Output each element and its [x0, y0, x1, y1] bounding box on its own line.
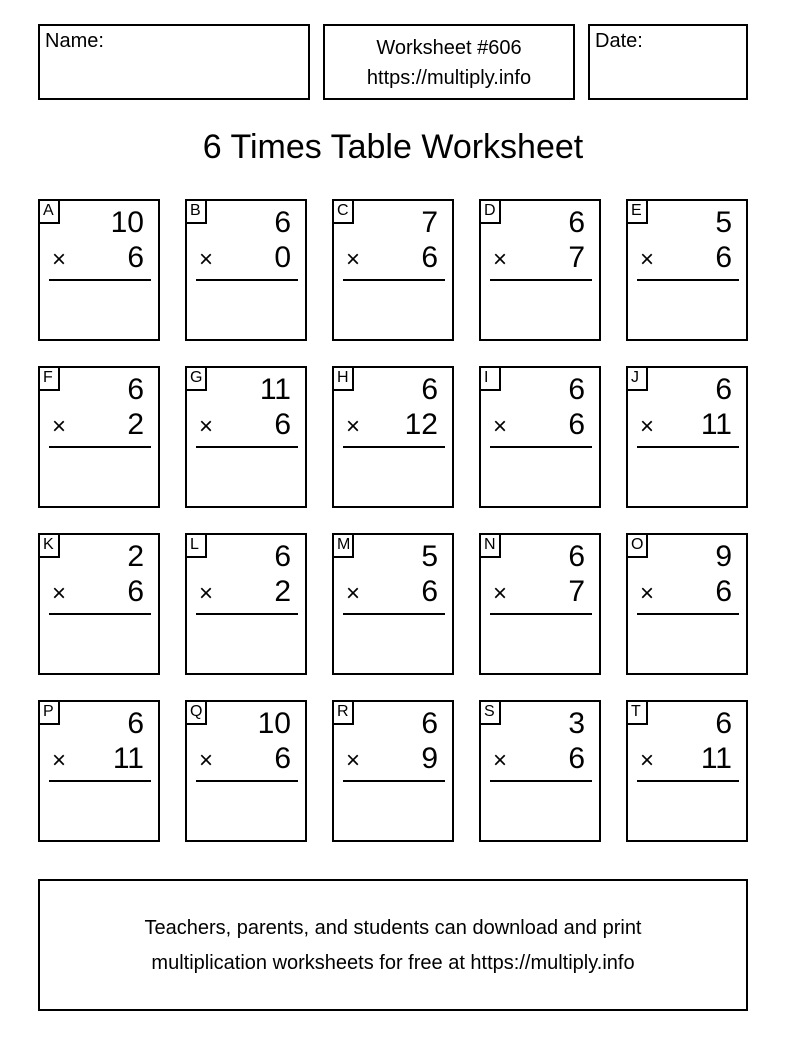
- times-sign: ×: [640, 246, 655, 273]
- answer-line: [49, 446, 151, 448]
- date-label: Date:: [595, 30, 643, 52]
- multiplicand: 3: [568, 707, 585, 740]
- problem-letter: P: [40, 702, 60, 725]
- times-sign: ×: [493, 580, 508, 607]
- answer-line: [196, 279, 298, 281]
- worksheet-url[interactable]: https://multiply.info: [366, 67, 532, 89]
- problem-letter: O: [628, 535, 648, 558]
- problem-letter: C: [334, 201, 354, 224]
- problem-card[interactable]: [332, 366, 454, 508]
- multiplier: 11: [700, 408, 732, 441]
- name-field-box[interactable]: [38, 24, 310, 100]
- multiplicand: 6: [127, 707, 144, 740]
- problem-letter: L: [187, 535, 207, 558]
- multiplicand: 6: [568, 373, 585, 406]
- multiplicand: 9: [715, 540, 732, 573]
- multiplicand: 6: [715, 707, 732, 740]
- footer-text-line-2: multiplication worksheets for free at https://multiply.info: [151, 952, 635, 974]
- times-sign: ×: [199, 246, 214, 273]
- problem-card[interactable]: [626, 533, 748, 675]
- problem-letter: B: [187, 201, 207, 224]
- times-sign: ×: [199, 413, 214, 440]
- problem-letter: S: [481, 702, 501, 725]
- multiplicand: 6: [127, 373, 144, 406]
- answer-line: [343, 613, 445, 615]
- multiplier: 7: [568, 575, 585, 608]
- multiplicand: 6: [421, 707, 438, 740]
- problem-card[interactable]: [626, 366, 748, 508]
- times-sign: ×: [493, 246, 508, 273]
- multiplicand: 6: [274, 540, 291, 573]
- name-label: Name:: [45, 30, 104, 52]
- times-sign: ×: [52, 747, 67, 774]
- answer-line: [343, 780, 445, 782]
- problem-card[interactable]: [185, 199, 307, 341]
- problem-letter: D: [481, 201, 501, 224]
- multiplier: 6: [127, 575, 144, 608]
- worksheet-info-box: [323, 24, 575, 100]
- multiplicand: 6: [715, 373, 732, 406]
- multiplier: 0: [274, 241, 291, 274]
- problem-letter: F: [40, 368, 60, 391]
- problem-card[interactable]: [38, 366, 160, 508]
- answer-line: [49, 780, 151, 782]
- answer-line: [637, 279, 739, 281]
- problem-card[interactable]: [332, 700, 454, 842]
- times-sign: ×: [346, 747, 361, 774]
- answer-line: [343, 446, 445, 448]
- problem-card[interactable]: [479, 199, 601, 341]
- problem-letter: J: [628, 368, 648, 391]
- multiplier: 6: [715, 575, 732, 608]
- date-field-box[interactable]: [588, 24, 748, 100]
- multiplicand: 11: [259, 373, 291, 406]
- answer-line: [637, 613, 739, 615]
- answer-line: [490, 446, 592, 448]
- problem-card[interactable]: [332, 533, 454, 675]
- multiplier: 6: [421, 575, 438, 608]
- times-sign: ×: [52, 246, 67, 273]
- times-sign: ×: [346, 246, 361, 273]
- multiplier: 6: [421, 241, 438, 274]
- multiplicand: 10: [257, 707, 291, 740]
- answer-line: [637, 446, 739, 448]
- times-sign: ×: [493, 747, 508, 774]
- answer-line: [490, 279, 592, 281]
- multiplicand: 10: [110, 206, 144, 239]
- multiplicand: 2: [127, 540, 144, 573]
- times-sign: ×: [199, 580, 214, 607]
- problem-card[interactable]: [626, 199, 748, 341]
- problem-card[interactable]: [332, 199, 454, 341]
- times-sign: ×: [640, 413, 655, 440]
- answer-line: [196, 446, 298, 448]
- multiplier: 6: [127, 241, 144, 274]
- times-sign: ×: [52, 413, 67, 440]
- multiplier: 6: [715, 241, 732, 274]
- multiplier: 11: [700, 742, 732, 775]
- multiplier: 6: [568, 408, 585, 441]
- times-sign: ×: [640, 580, 655, 607]
- times-sign: ×: [199, 747, 214, 774]
- problem-letter: R: [334, 702, 354, 725]
- answer-line: [343, 279, 445, 281]
- problem-card[interactable]: [38, 533, 160, 675]
- problem-letter: A: [40, 201, 60, 224]
- footer-text-line-1: Teachers, parents, and students can download and print: [144, 917, 642, 939]
- problem-card[interactable]: [185, 366, 307, 508]
- multiplier: 12: [404, 408, 438, 441]
- multiplier: 6: [274, 408, 291, 441]
- multiplicand: 7: [421, 206, 438, 239]
- problem-letter: M: [334, 535, 354, 558]
- multiplier: 2: [274, 575, 291, 608]
- multiplier: 2: [127, 408, 144, 441]
- problem-letter: G: [187, 368, 207, 391]
- problem-letter: I: [481, 368, 501, 391]
- problem-card[interactable]: [38, 199, 160, 341]
- multiplier: 6: [274, 742, 291, 775]
- problem-letter: T: [628, 702, 648, 725]
- times-sign: ×: [346, 580, 361, 607]
- problem-card[interactable]: [38, 700, 160, 842]
- problem-letter: Q: [187, 702, 207, 725]
- answer-line: [637, 780, 739, 782]
- answer-line: [490, 613, 592, 615]
- answer-line: [49, 279, 151, 281]
- answer-line: [490, 780, 592, 782]
- answer-line: [196, 613, 298, 615]
- problem-card[interactable]: [479, 700, 601, 842]
- answer-line: [196, 780, 298, 782]
- problem-card[interactable]: [185, 533, 307, 675]
- answer-line: [49, 613, 151, 615]
- problem-letter: K: [40, 535, 60, 558]
- multiplicand: 5: [715, 206, 732, 239]
- worksheet-number: Worksheet #606: [376, 37, 522, 59]
- multiplicand: 6: [421, 373, 438, 406]
- multiplicand: 5: [421, 540, 438, 573]
- times-sign: ×: [346, 413, 361, 440]
- times-sign: ×: [52, 580, 67, 607]
- multiplier: 6: [568, 742, 585, 775]
- problem-card[interactable]: [479, 366, 601, 508]
- multiplier: 9: [421, 742, 438, 775]
- problem-letter: E: [628, 201, 648, 224]
- problem-card[interactable]: [185, 700, 307, 842]
- problem-letter: H: [334, 368, 354, 391]
- times-sign: ×: [493, 413, 508, 440]
- multiplicand: 6: [568, 206, 585, 239]
- multiplier: 11: [112, 742, 144, 775]
- problem-card[interactable]: [479, 533, 601, 675]
- multiplicand: 6: [568, 540, 585, 573]
- problem-letter: N: [481, 535, 501, 558]
- multiplicand: 6: [274, 206, 291, 239]
- multiplier: 7: [568, 241, 585, 274]
- page-title: 6 Times Table Worksheet: [202, 128, 584, 166]
- times-sign: ×: [640, 747, 655, 774]
- footer-box: [38, 879, 748, 1011]
- problem-card[interactable]: [626, 700, 748, 842]
